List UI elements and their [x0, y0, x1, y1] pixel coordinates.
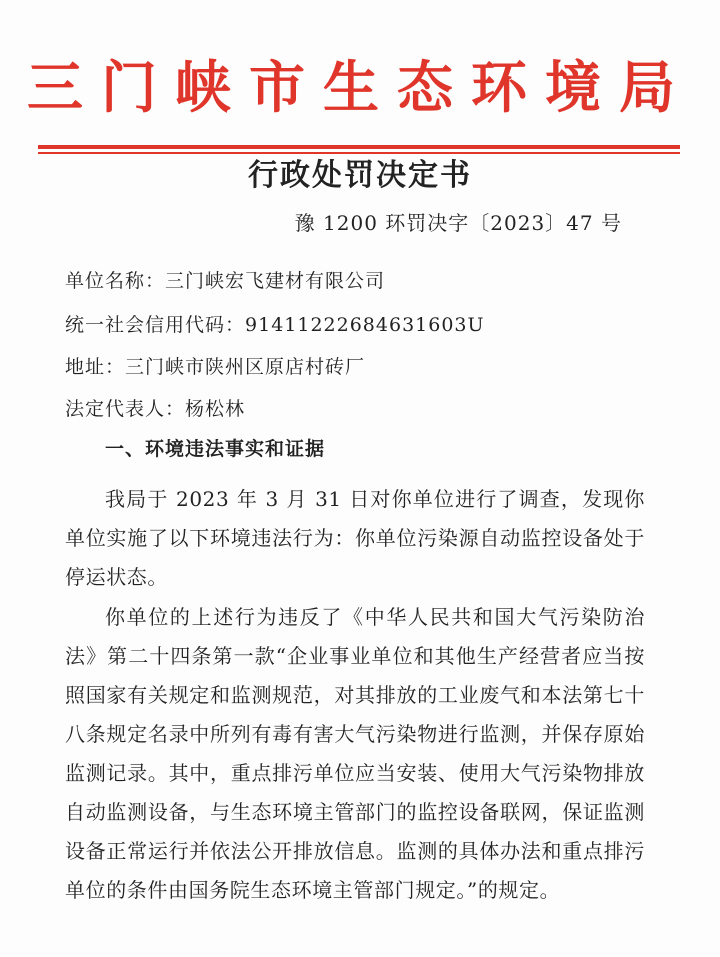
header-rule-thick	[38, 145, 680, 149]
header-rule-thin	[38, 152, 680, 154]
field-legal-representative	[65, 394, 245, 424]
document-title: 行政处罚决定书	[248, 158, 472, 193]
field-label: 地址：	[65, 356, 126, 378]
field-label: 统一社会信用代码：	[65, 314, 246, 336]
field-credit-code	[65, 310, 485, 340]
field-label: 法定代表人：	[65, 398, 186, 420]
field-unit-name	[65, 266, 385, 296]
paragraph-investigation: 我局于 2023 年 3 月 31 日对你单位进行了调查，发现你单位实施了以下环境违法行为：你单位污染源自动监控设备处于停运状态。	[65, 487, 645, 589]
field-address	[65, 352, 365, 382]
document-number: 豫 1200 环罚决字〔2023〕47 号	[294, 211, 622, 235]
field-value: 杨松林	[185, 398, 246, 420]
field-label: 单位名称：	[65, 270, 166, 292]
field-value: 91411222684631603U	[245, 314, 485, 336]
section-heading-violation-facts: 一、环境违法事实和证据	[105, 438, 326, 460]
field-value: 三门峡宏飞建材有限公司	[165, 270, 386, 292]
field-value: 三门峡市陕州区原店村砖厂	[125, 356, 366, 378]
paragraph-legal-basis: 你单位的上述行为违反了《中华人民共和国大气污染防治法》第二十四条第一款“企业事业单位和其他生产经营者应当按照国家有关规定和监测规范，对其排放的工业废气和本法第七十八条规定名录中所列有毒有害大气污染物进行监测，并保存原始监测记录。其中，重点排污单位应当安装、使用大气污染物排放自动监测设备，与生态环境主管部门的监控设备联网，保证监测设备正常运行并依法公开排放信息。监测的具体办法和重点排污单位的条件由国务院生态环境主管部门规定。”的规定。	[65, 605, 645, 902]
issuing-authority-title: 三门峡市生态环境局	[27, 55, 693, 121]
